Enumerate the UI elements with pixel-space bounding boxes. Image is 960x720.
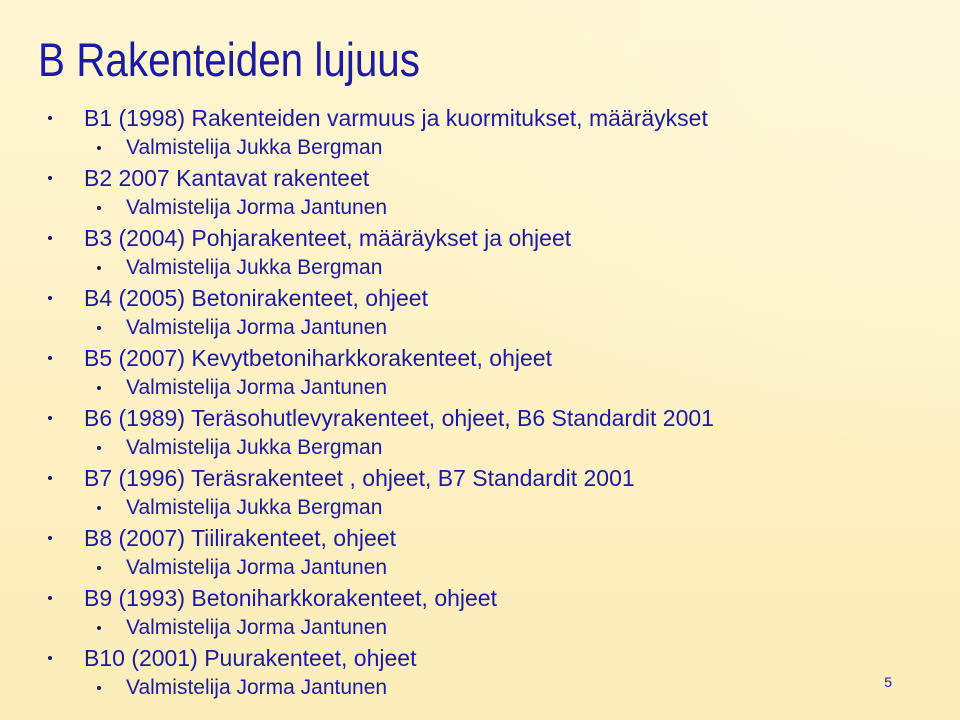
bullet-icon xyxy=(97,566,101,570)
bullet-icon xyxy=(97,386,101,390)
sub-item-text: Valmistelija Jorma Jantunen xyxy=(126,316,388,339)
sub-list-item xyxy=(0,193,714,223)
list-item xyxy=(0,103,714,133)
item-text: B7 (1996) Teräsrakenteet , ohjeet, B7 Standardit 2001 xyxy=(84,465,635,491)
item-text: B2 2007 Kantavat rakenteet xyxy=(84,165,370,191)
list-item xyxy=(0,643,714,673)
sub-item-text: Valmistelija Jorma Jantunen xyxy=(126,556,388,579)
page-number: 5 xyxy=(884,674,892,690)
bullet-icon xyxy=(48,416,52,420)
bullet-icon xyxy=(48,356,52,360)
sub-item-text: Valmistelija Jorma Jantunen xyxy=(126,676,388,699)
bullet-icon xyxy=(97,146,101,150)
sub-list-item xyxy=(0,433,714,463)
sub-list-item xyxy=(0,313,714,343)
sub-item-text: Valmistelija Jukka Bergman xyxy=(126,136,383,159)
sub-list-item xyxy=(0,613,714,643)
sub-item-text: Valmistelija Jorma Jantunen xyxy=(126,616,388,639)
list-item xyxy=(0,283,714,313)
sub-list-item xyxy=(0,133,714,163)
item-text: B6 (1989) Teräsohutlevyrakenteet, ohjeet, B6 Standardit 2001 xyxy=(84,405,714,431)
item-text: B9 (1993) Betoniharkkorakenteet, ohjeet xyxy=(84,585,497,611)
slide-title: B Rakenteiden lujuus xyxy=(38,33,421,86)
sub-list-item xyxy=(0,493,714,523)
bullet-icon xyxy=(97,626,101,630)
list-item xyxy=(0,463,714,493)
list-item xyxy=(0,223,714,253)
sub-item-text: Valmistelija Jukka Bergman xyxy=(126,436,383,459)
bullet-icon xyxy=(48,596,52,600)
bullet-list xyxy=(0,103,714,703)
bullet-icon xyxy=(48,116,52,120)
item-text: B4 (2005) Betonirakenteet, ohjeet xyxy=(84,285,428,311)
sub-list-item xyxy=(0,553,714,583)
bullet-icon xyxy=(48,236,52,240)
list-item xyxy=(0,583,714,613)
bullet-icon xyxy=(48,176,52,180)
sub-item-text: Valmistelija Jukka Bergman xyxy=(126,256,383,279)
bullet-icon xyxy=(48,536,52,540)
sub-list-item xyxy=(0,253,714,283)
item-text: B1 (1998) Rakenteiden varmuus ja kuormitukset, määräykset xyxy=(84,105,708,131)
list-item xyxy=(0,403,714,433)
sub-item-text: Valmistelija Jorma Jantunen xyxy=(126,196,388,219)
item-text: B10 (2001) Puurakenteet, ohjeet xyxy=(84,645,417,671)
bullet-icon xyxy=(97,686,101,690)
list-item xyxy=(0,523,714,553)
bullet-icon xyxy=(97,506,101,510)
bullet-icon xyxy=(97,206,101,210)
bullet-icon xyxy=(48,296,52,300)
sub-item-text: Valmistelija Jukka Bergman xyxy=(126,496,383,519)
sub-list-item xyxy=(0,673,714,703)
sub-list-item xyxy=(0,373,714,403)
bullet-icon xyxy=(48,656,52,660)
list-item xyxy=(0,343,714,373)
bullet-icon xyxy=(97,266,101,270)
bullet-icon xyxy=(48,476,52,480)
sub-item-text: Valmistelija Jorma Jantunen xyxy=(126,376,388,399)
item-text: B8 (2007) Tiilirakenteet, ohjeet xyxy=(84,525,396,551)
item-text: B3 (2004) Pohjarakenteet, määräykset ja ohjeet xyxy=(84,225,572,251)
item-text: B5 (2007) Kevytbetoniharkkorakenteet, ohjeet xyxy=(84,345,552,371)
list-item xyxy=(0,163,714,193)
bullet-icon xyxy=(97,446,101,450)
bullet-icon xyxy=(97,326,101,330)
